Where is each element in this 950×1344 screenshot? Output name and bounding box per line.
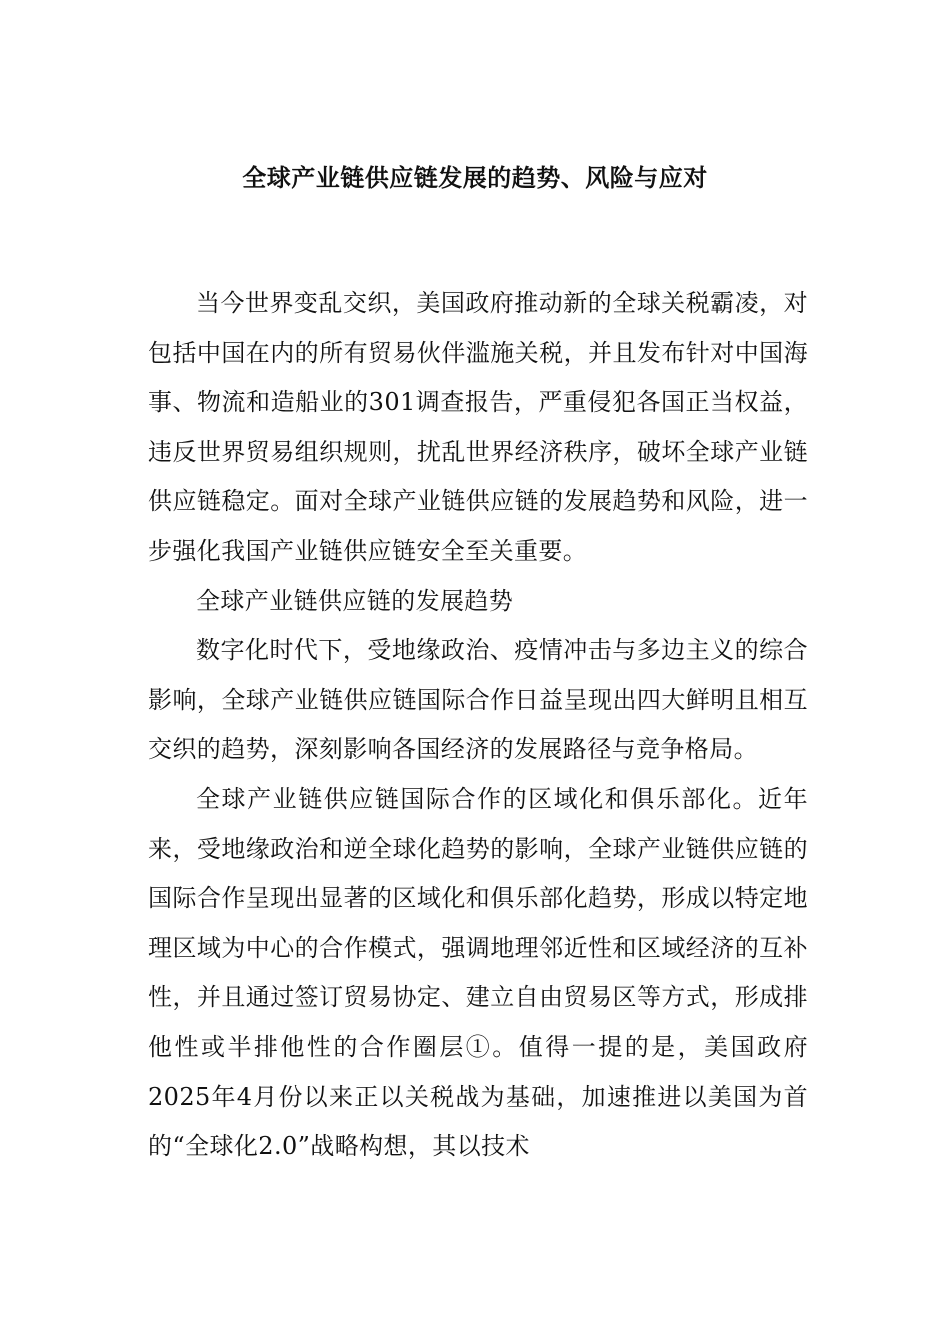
paragraph-intro: 当今世界变乱交织，美国政府推动新的全球关税霸凌，对包括中国在内的所有贸易伙伴滥施关税，并且发布针对中国海事、物流和造船业的301调查报告，严重侵犯各国正当权益，违反世界贸易组织规则，扰乱世界经济秩序，破坏全球产业链供应链稳定。面对全球产业链供应链的发展趋势和风险，进一步强化我国产业链供应链安全至关重要。 [148,289,808,565]
document-body [148,279,808,1172]
document-title: 全球产业链供应链发展的趋势、风险与应对 [242,164,708,192]
paragraph-trends-overview: 数字化时代下，受地缘政治、疫情冲击与多边主义的综合影响，全球产业链供应链国际合作日益呈现出四大鲜明且相互交织的趋势，深刻影响各国经济的发展路径与竞争格局。 [148,636,808,764]
paragraph-regionalization: 全球产业链供应链国际合作的区域化和俱乐部化。近年来，受地缘政治和逆全球化趋势的影响，全球产业链供应链的国际合作呈现出显著的区域化和俱乐部化趋势，形成以特定地理区域为中心的合作模式，强调地理邻近性和区域经济的互补性，并且通过签订贸易协定、建立自由贸易区等方式，形成排他性或半排他性的合作圈层①。值得一提的是，美国政府2025年4月份以来正以关税战为基础，加速推进以美国为首的“全球化2.0”战略构想，其以技术 [148,784,808,1161]
section-heading: 全球产业链供应链的发展趋势 [196,586,514,615]
